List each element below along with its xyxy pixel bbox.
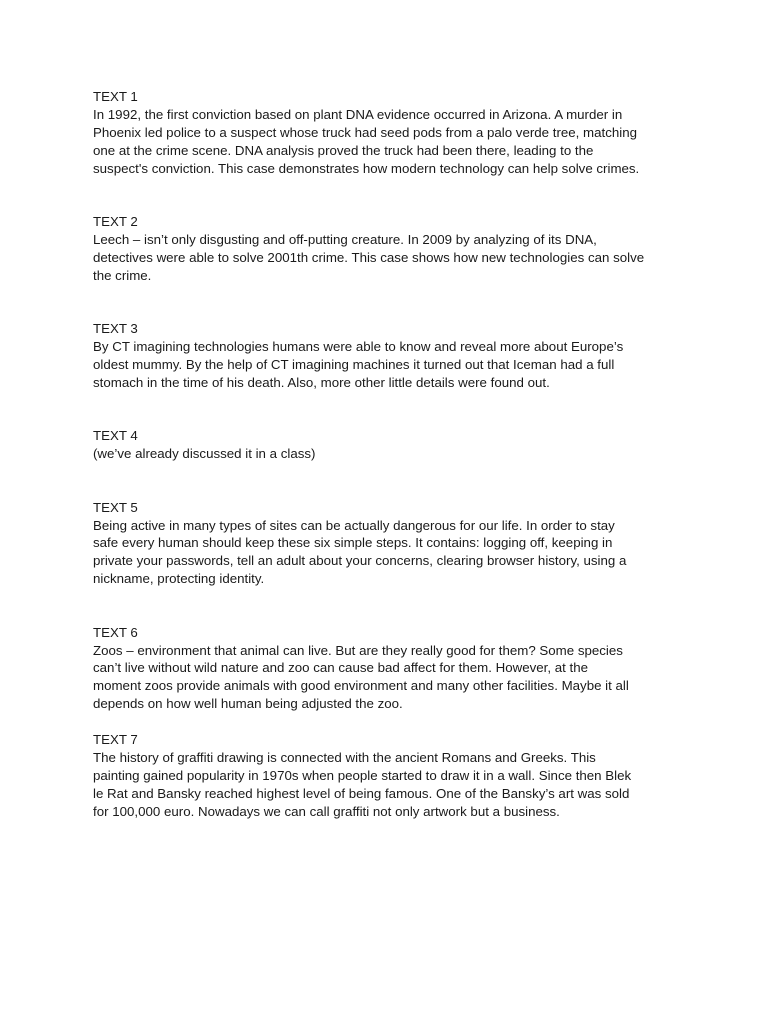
section-line: In 1992, the first conviction based on plant DNA evidence occurred in Arizona. A murder in: [93, 106, 623, 122]
section-spacer: [93, 392, 683, 428]
section-spacer: [93, 463, 683, 499]
section-line: detectives were able to solve 2001th crime. This case shows how new technologies can solve: [93, 249, 645, 265]
section-line: nickname, protecting identity.: [93, 571, 265, 587]
section-spacer: [93, 285, 683, 321]
section-spacer: [93, 713, 683, 731]
section-line: stomach in the time of his death. Also, more other little details were found out.: [93, 374, 550, 390]
text-section-1: [93, 88, 683, 178]
section-line: can’t live without wild nature and zoo can cause bad affect for them. However, at the: [93, 660, 588, 676]
text-section-4: [93, 427, 683, 463]
text-section-7: [93, 731, 683, 821]
section-spacer: [93, 588, 683, 624]
document-body: [93, 88, 683, 820]
section-line: By CT imagining technologies humans were able to know and reveal more about Europe’s: [93, 339, 624, 355]
section-line: painting gained popularity in 1970s when people started to draw it in a wall. Since then Blek: [93, 767, 632, 783]
section-line: for 100,000 euro. Nowadays we can call graffiti not only artwork but a business.: [93, 803, 560, 819]
section-line: safe every human should keep these six simple steps. It contains: logging off, keeping in: [93, 535, 613, 551]
section-line: Phoenix led police to a suspect whose truck had seed pods from a palo verde tree, matching: [93, 124, 638, 140]
section-line: The history of graffiti drawing is connected with the ancient Romans and Greeks. This: [93, 749, 596, 765]
section-spacer: [93, 178, 683, 214]
section-line: (we’ve already discussed it in a class): [93, 446, 316, 462]
section-line: private your passwords, tell an adult about your concerns, clearing browser history, using a: [93, 553, 627, 569]
text-section-5: [93, 499, 683, 589]
section-heading: TEXT 1: [93, 89, 138, 104]
section-heading: TEXT 2: [93, 214, 138, 230]
section-heading: TEXT 5: [93, 499, 138, 515]
section-line: depends on how well human being adjusted the zoo.: [93, 696, 403, 712]
section-line: oldest mummy. By the help of CT imagining machines it turned out that Iceman had a full: [93, 356, 615, 372]
section-heading: TEXT 6: [93, 624, 138, 640]
section-heading: TEXT 7: [93, 731, 138, 747]
text-section-3: [93, 320, 683, 392]
section-heading: TEXT 3: [93, 321, 138, 337]
section-line: the crime.: [93, 267, 152, 283]
section-line: Leech – isn’t only disgusting and off-putting creature. In 2009 by analyzing of its DNA,: [93, 231, 597, 247]
section-line: moment zoos provide animals with good environment and many other facilities. Maybe it all: [93, 678, 629, 694]
section-line: Zoos – environment that animal can live. But are they really good for them? Some species: [93, 642, 623, 658]
section-line: Being active in many types of sites can be actually dangerous for our life. In order to stay: [93, 517, 615, 533]
section-heading: TEXT 4: [93, 428, 138, 444]
section-line: one at the crime scene. DNA analysis proved the truck had been there, leading to the: [93, 142, 594, 158]
section-line: le Rat and Bansky reached highest level of being famous. One of the Bansky’s art was sold: [93, 785, 630, 801]
text-section-2: [93, 213, 683, 285]
section-line: suspect's conviction. This case demonstrates how modern technology can help solve crimes.: [93, 160, 640, 176]
text-section-6: [93, 624, 683, 714]
